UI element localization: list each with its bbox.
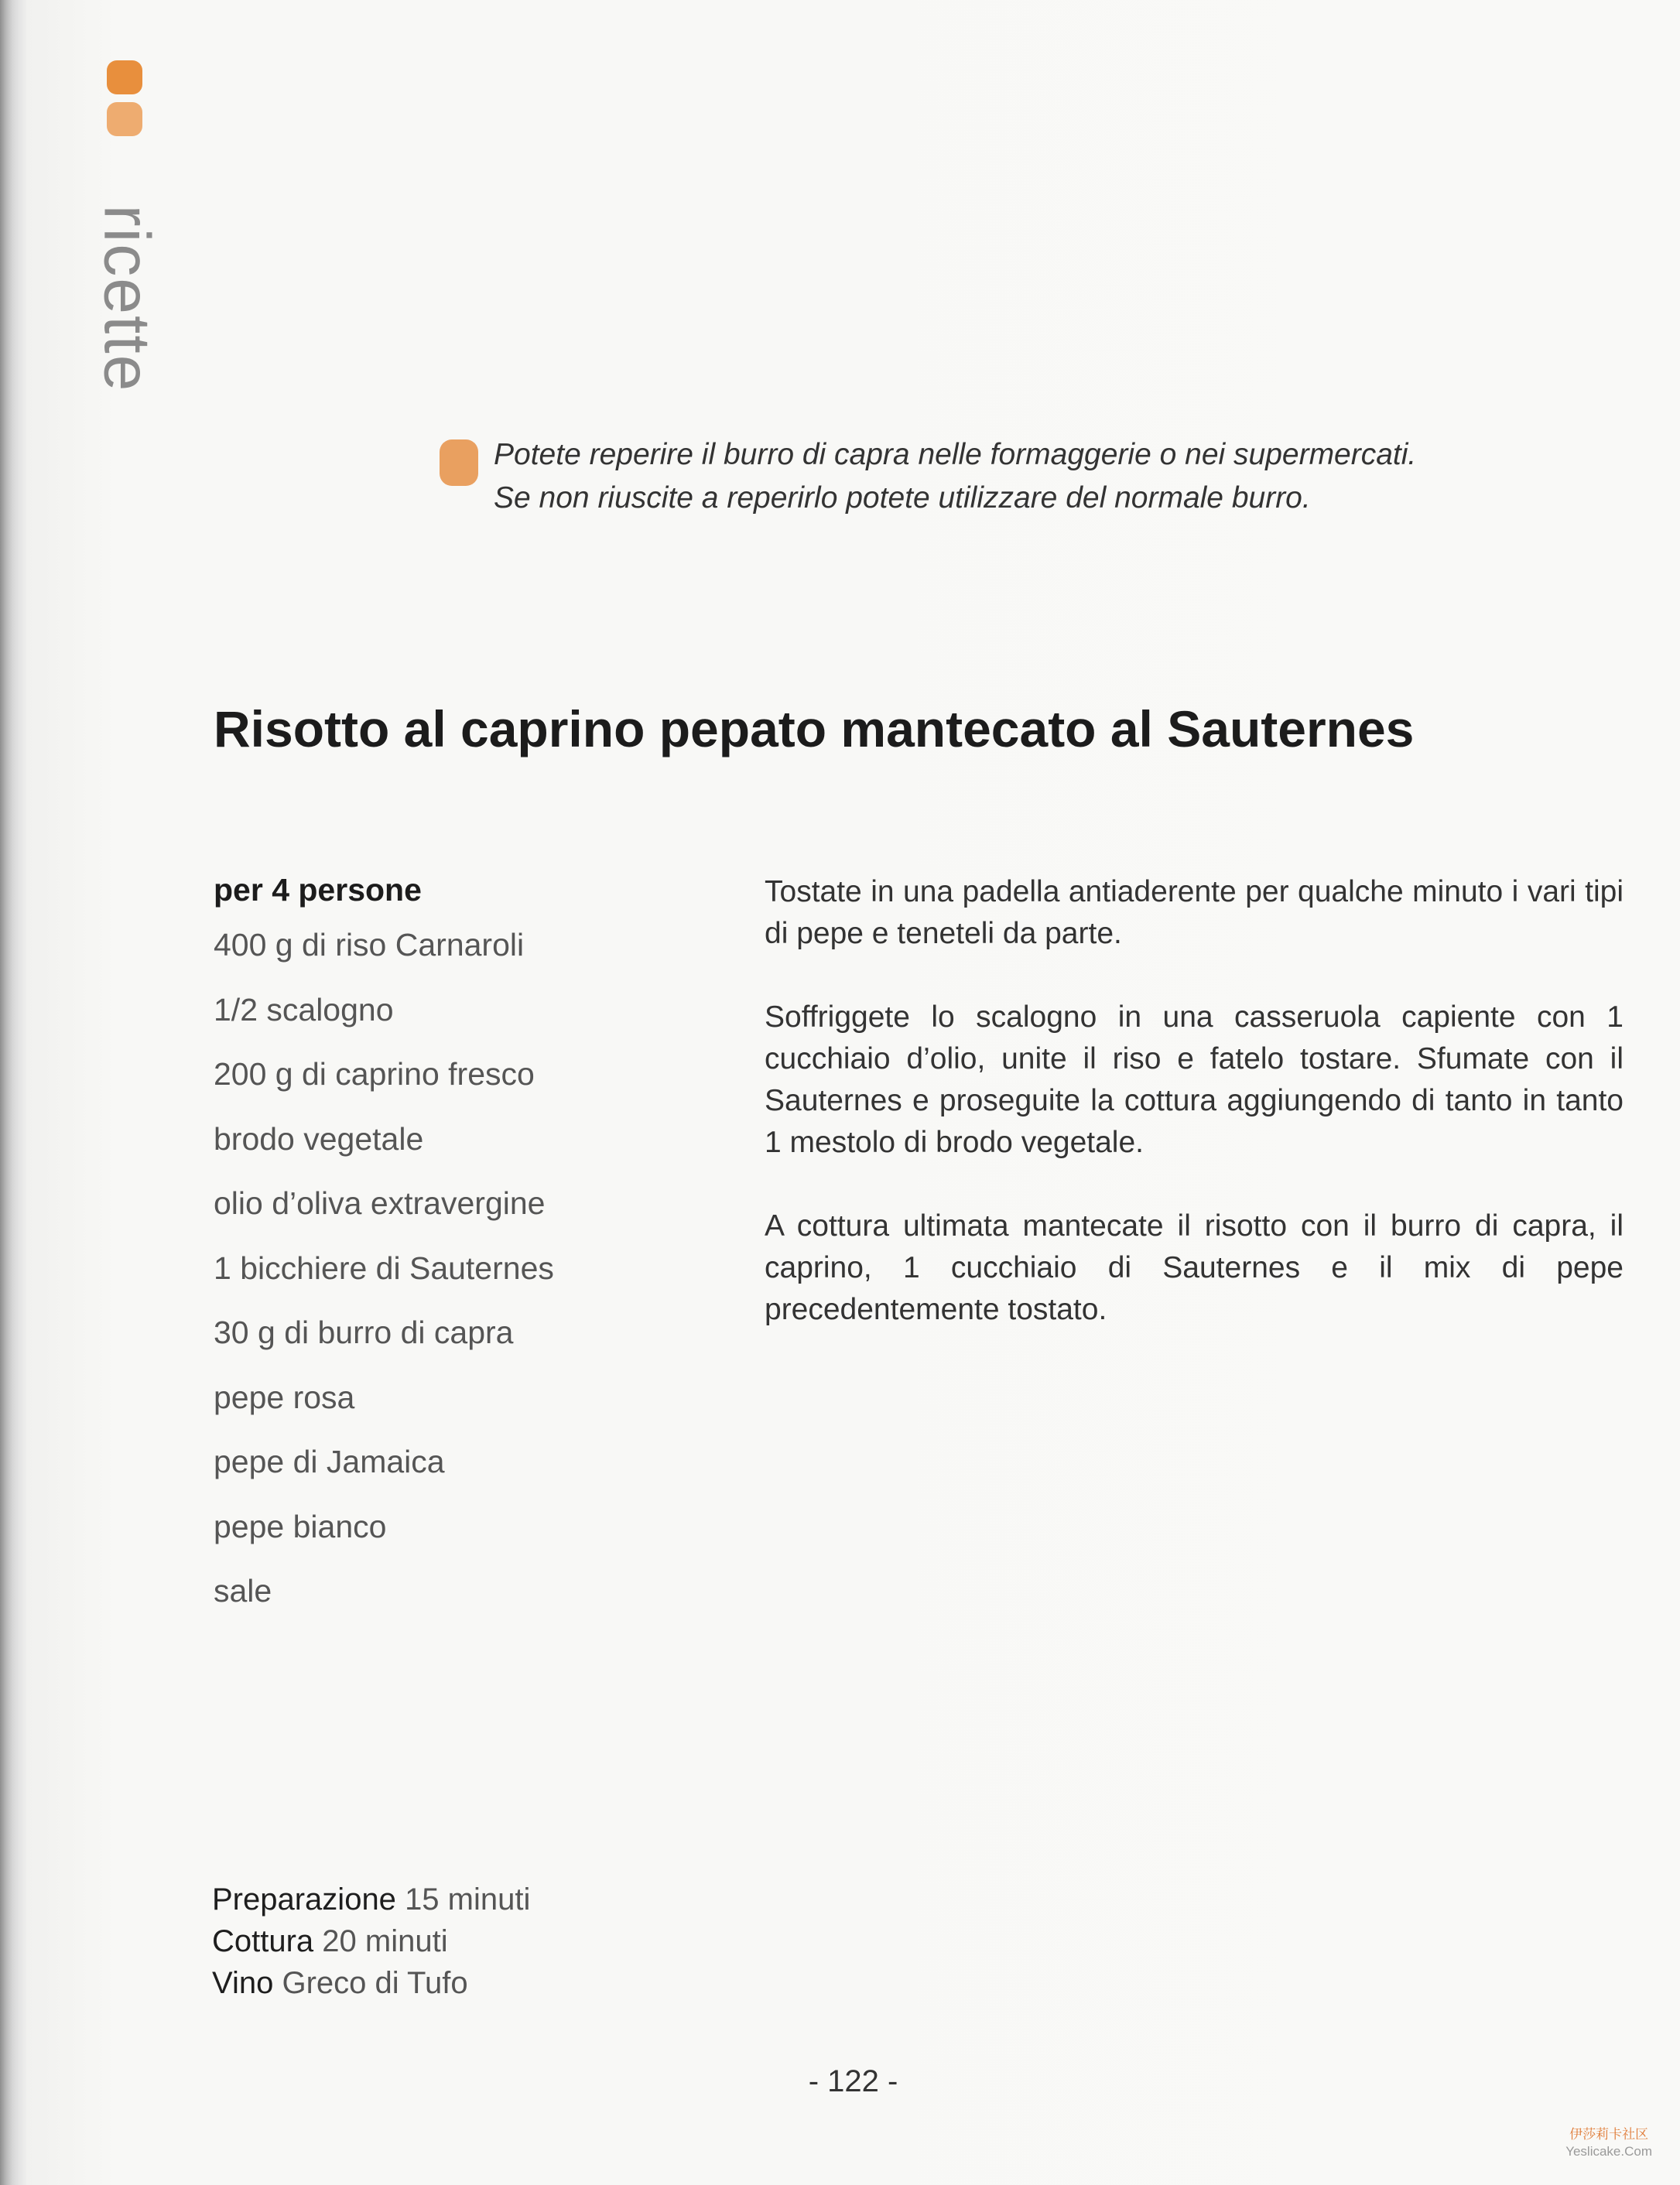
ingredient-item: 1 bicchiere di Sauternes [214,1250,554,1286]
meta-value: Greco di Tufo [282,1966,468,2000]
section-label-wrap [91,152,163,446]
ingredient-item: pepe bianco [214,1508,387,1544]
watermark [1565,2126,1652,2160]
note-bullet-icon [440,439,478,486]
ingredient-item: 30 g di burro di capra [214,1315,514,1350]
servings-heading: per 4 persone [214,872,422,908]
ingredient-item: 200 g di caprino fresco [214,1056,535,1092]
page-number: - 122 - [808,2064,898,2098]
meta-row-wine [212,1962,754,2004]
ingredients-column [214,867,755,1624]
watermark-line: Yeslicake.Com [1565,2144,1652,2159]
book-spine-edge [0,0,26,2185]
meta-row-preparation [212,1879,754,1920]
recipe-page [26,0,1680,2185]
meta-label: Vino [212,1966,274,2000]
section-square-icon [107,102,142,136]
watermark-line: 伊莎莉卡社区 [1569,2127,1649,2142]
section-label: ricette [91,204,163,393]
meta-label: Preparazione [212,1882,396,1917]
section-square-icon [107,60,142,94]
meta-row-cooking [212,1920,754,1962]
tip-note-line: Potete reperire il burro di capra nelle formaggerie o nei supermercati. [494,438,1417,471]
ingredient-item: 1/2 scalogno [214,991,394,1028]
method-paragraph: Soffriggete lo scalogno in una casseruola capiente con 1 cucchiaio d’olio, unite il riso e fatelo tostare. Sfumate con il Sauternes e proseguite la cottura aggiungendo di tanto in tanto 1 mestolo di brodo vegetale. [765,1000,1624,1159]
meta-value: 15 minuti [405,1882,531,1917]
section-tab [91,60,163,447]
tip-note-line: Se non riuscite a reperirlo potete utilizzare del normale burro. [494,481,1311,515]
ingredient-item: 400 g di riso Carnaroli [214,927,525,963]
method-column [765,871,1624,1373]
recipe-meta [212,1879,754,2004]
tip-note [494,433,1577,520]
recipe-title: Risotto al caprino pepato mantecato al Sauternes [214,700,1415,757]
method-paragraph: Tostate in una padella antiaderente per qualche minuto i vari tipi di pepe e teneteli da parte. [765,875,1624,950]
method-paragraph: A cottura ultimata mantecate il risotto con il burro di capra, il caprino, 1 cucchiaio di Sauternes e il mix di pepe precedentemente tostato. [765,1209,1624,1326]
meta-value: 20 minuti [322,1924,448,1958]
ingredient-item: pepe di Jamaica [214,1444,445,1479]
ingredient-list [214,913,755,1624]
ingredient-item: sale [214,1573,272,1609]
ingredient-item: olio d’oliva extravergine [214,1185,546,1221]
meta-label: Cottura [212,1924,314,1958]
ingredient-item: brodo vegetale [214,1120,424,1157]
ingredient-item: pepe rosa [214,1379,355,1415]
